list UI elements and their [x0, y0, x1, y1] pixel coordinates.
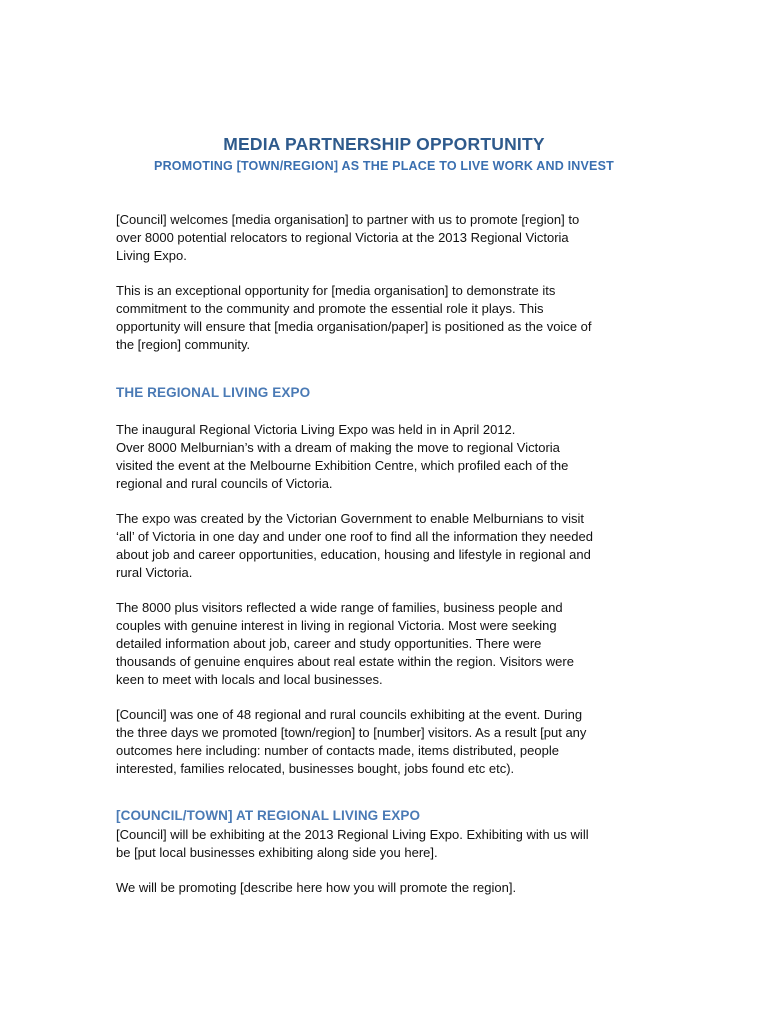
text-line: The inaugural Regional Victoria Living Expo was held in in April 2012.: [116, 422, 516, 437]
text-line: the three days we promoted [town/region] to [number] visitors. As a result [put any: [116, 725, 587, 740]
text-line: The expo was created by the Victorian Government to enable Melburnians to visit: [116, 511, 585, 526]
intro-paragraph-2: [116, 282, 656, 354]
text-line: commitment to the community and promote the essential role it plays. This: [116, 301, 544, 316]
section-heading-council-at-expo: [COUNCIL/TOWN] AT REGIONAL LIVING EXPO: [116, 808, 421, 823]
text-line: ‘all’ of Victoria in one day and under one roof to find all the information they needed: [116, 529, 593, 544]
text-line: [Council] was one of 48 regional and rural councils exhibiting at the event. During: [116, 707, 583, 722]
document-subtitle: PROMOTING [TOWN/REGION] AS THE PLACE TO LIVE WORK AND INVEST: [154, 159, 614, 173]
text-line: [Council] welcomes [media organisation] to partner with us to promote [region] to: [116, 212, 580, 227]
council-paragraph-1: [116, 826, 656, 862]
text-line: Living Expo.: [116, 248, 187, 263]
text-line: regional and rural councils of Victoria.: [116, 476, 333, 491]
text-line: This is an exceptional opportunity for [media organisation] to demonstrate its: [116, 283, 556, 298]
expo-paragraph-4: [116, 706, 656, 778]
text-line: detailed information about job, career and study opportunities. There were: [116, 636, 542, 651]
expo-paragraph-2: [116, 510, 656, 582]
text-line: couples with genuine interest in living in regional Victoria. Most were seeking: [116, 618, 557, 633]
text-line: [Council] will be exhibiting at the 2013 Regional Living Expo. Exhibiting with us will: [116, 827, 589, 842]
text-line: outcomes here including: number of contacts made, items distributed, people: [116, 743, 559, 758]
text-line: thousands of genuine enquires about real estate within the region. Visitors were: [116, 654, 574, 669]
text-line: The 8000 plus visitors reflected a wide range of families, business people and: [116, 600, 563, 615]
council-paragraph-2: [116, 879, 656, 897]
text-line: the [region] community.: [116, 337, 251, 352]
text-line: about job and career opportunities, education, housing and lifestyle in regional and: [116, 547, 591, 562]
text-line: over 8000 potential relocators to regional Victoria at the 2013 Regional Victoria: [116, 230, 569, 245]
text-line: keen to meet with locals and local businesses.: [116, 672, 383, 687]
expo-paragraph-1: [116, 421, 656, 493]
text-line: opportunity will ensure that [media organisation/paper] is positioned as the voice of: [116, 319, 592, 334]
text-line: visited the event at the Melbourne Exhibition Centre, which profiled each of the: [116, 458, 569, 473]
text-line: We will be promoting [describe here how you will promote the region].: [116, 880, 517, 895]
intro-paragraph-1: [116, 211, 656, 265]
text-line: interested, families relocated, businesses bought, jobs found etc etc).: [116, 761, 515, 776]
document-title: MEDIA PARTNERSHIP OPPORTUNITY: [223, 134, 545, 154]
expo-paragraph-3: [116, 599, 656, 689]
section-heading-regional-living-expo: THE REGIONAL LIVING EXPO: [116, 385, 311, 400]
text-line: rural Victoria.: [116, 565, 193, 580]
text-line: Over 8000 Melburnian’s with a dream of making the move to regional Victoria: [116, 440, 560, 455]
text-line: be [put local businesses exhibiting along side you here].: [116, 845, 438, 860]
